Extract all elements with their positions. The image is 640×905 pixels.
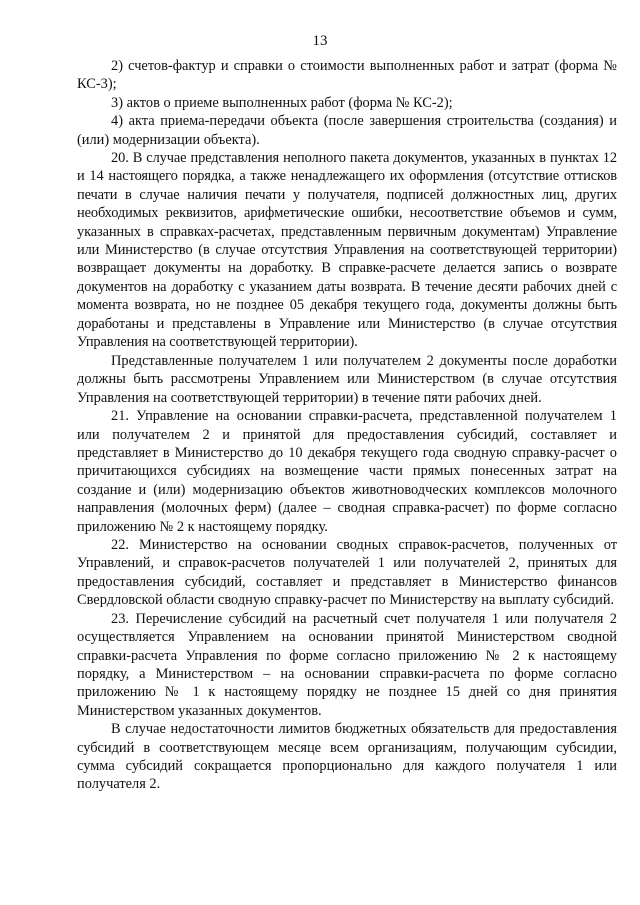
paragraph-section-21: 21. Управление на основании справки-расчета, представленной получателем 1 или получателем 2 и принятой для предоставления субсидий, составляет и представляет в Министерство до 10 декабря текущего года сводную справку-расчет о причитающихся субсидиях на возмещение части прямых понесенных затрат на создание и (или) модернизацию объектов животноводческих комплексов молочного направления (молочных ферм) (далее – сводная справка-расчет) по форме согласно приложению № 2 к настоящему порядку. — [77, 408, 617, 535]
paragraph-limits: В случае недостаточности лимитов бюджетных обязательств для предоставления субсидий в соответствующем месяце всем организациям, получающим субсидии, сумма субсидий сокращается пропорционально для каждого получателя 1 или получателя 2. — [77, 721, 617, 793]
paragraph-resubmission: Представленные получателем 1 или получателем 2 документы после доработки должны быть рассмотрены Управлением или Министерством (в случае отсутствия Управления на соответствующей территории) в течение пяти рабочих дней. — [77, 353, 617, 406]
paragraph-section-23: 23. Перечисление субсидий на расчетный счет получателя 1 или получателя 2 осуществляется Управлением на основании принятой Министерством сводной справки-расчета Управления по форме согласно приложению № 2 к настоящему порядку, а Министерством – на основании справки-расчета по форме согласно приложению № 1 к настоящему порядку не позднее 15 дней со дня принятия Министерством указанных документов. — [77, 610, 617, 719]
paragraph-item-3-acts: 3) актов о приеме выполненных работ (форма № КС-2); — [111, 94, 453, 111]
document-body — [77, 57, 617, 794]
paragraph-item-2-invoices: 2) счетов-фактур и справки о стоимости выполненных работ и затрат (форма № КС-3); — [77, 58, 617, 93]
page-number: 13 — [312, 33, 328, 49]
paragraph-item-4-transfer-act: 4) акта приема-передачи объекта (после завершения строительства (создания) и (или) модернизации объекта). — [77, 113, 617, 148]
paragraph-section-22: 22. Министерство на основании сводных справок-расчетов, полученных от Управлений, и справок-расчетов получателей 1 или получателей 2, принятых для предоставления субсидий, составляет и представляет в Министерство финансов Свердловской области сводную справку-расчет по Министерству на выплату субсидий. — [77, 537, 617, 609]
paragraph-section-20: 20. В случае представления неполного пакета документов, указанных в пунктах 12 и 14 настоящего порядка, а также ненадлежащего их оформления (отсутствие оттисков печати в случае наличия печати у получателя, подписей должностных лиц, других необходимых реквизитов, арифметические ошибки, несоответствие объемов и сумм, указанных в справках-расчетах, представленным первичным документам) Управление или Министерство (в случае отсутствия Управления на соответствующей территории) возвращает документы на доработку. В справке-расчете делается запись о возврате документов на доработку с указанием даты возврата. В течение десяти рабочих дней с момента возврата, но не позднее 05 декабря текущего года, документы должны быть доработаны и представлены в Управление или Министерство (в случае отсутствия Управления на соответствующей территории). — [77, 150, 617, 351]
